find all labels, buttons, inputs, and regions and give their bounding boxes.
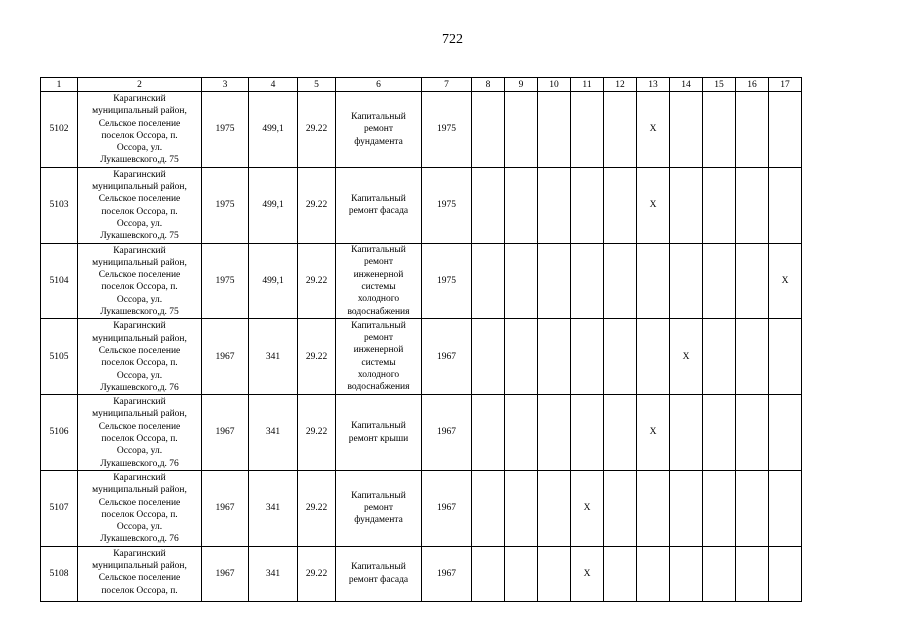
mark-cell: X <box>571 546 604 601</box>
mark-cell <box>703 243 736 319</box>
year-built-cell: 1975 <box>202 243 249 319</box>
table-row <box>41 546 802 601</box>
row-id-cell: 5102 <box>41 92 78 168</box>
column-header: 13 <box>637 78 670 92</box>
table-row <box>41 319 802 395</box>
mark-cell <box>604 546 637 601</box>
mark-cell <box>703 395 736 471</box>
mark-cell: X <box>769 243 802 319</box>
mark-cell <box>703 546 736 601</box>
page-number: 722 <box>442 32 463 47</box>
mark-cell: X <box>637 395 670 471</box>
mark-cell <box>604 395 637 471</box>
table-row <box>41 395 802 471</box>
mark-cell <box>571 92 604 168</box>
mark-cell <box>538 92 571 168</box>
work-type-cell: Капитальный ремонт инженерной системы холодного водоснабжения <box>336 319 422 395</box>
column-header: 11 <box>571 78 604 92</box>
column-header: 7 <box>422 78 472 92</box>
year-built-cell: 1967 <box>202 395 249 471</box>
table-row <box>41 470 802 546</box>
area-cell: 499,1 <box>249 167 298 243</box>
column-header: 15 <box>703 78 736 92</box>
year-cell: 1975 <box>422 167 472 243</box>
year-cell: 1967 <box>422 470 472 546</box>
year-cell: 1975 <box>422 243 472 319</box>
column-header: 12 <box>604 78 637 92</box>
column-header: 10 <box>538 78 571 92</box>
work-type-cell: Капитальный ремонт фасада <box>336 167 422 243</box>
row-id-cell: 5104 <box>41 243 78 319</box>
mark-cell <box>604 167 637 243</box>
table-row <box>41 92 802 168</box>
mark-cell <box>670 470 703 546</box>
mark-cell <box>505 319 538 395</box>
address-cell: Карагинский муниципальный район, Сельское поселение поселок Оссора, п. Оссора, ул. Лукашевского,д. 76 <box>78 395 202 471</box>
year-cell: 1975 <box>422 92 472 168</box>
year-built-cell: 1975 <box>202 92 249 168</box>
mark-cell <box>736 92 769 168</box>
mark-cell <box>736 319 769 395</box>
mark-cell <box>604 92 637 168</box>
address-cell: Карагинский муниципальный район, Сельское поселение поселок Оссора, п. Оссора, ул. Лукашевского,д. 76 <box>78 319 202 395</box>
column-header: 3 <box>202 78 249 92</box>
mark-cell <box>736 546 769 601</box>
mark-cell <box>769 167 802 243</box>
mark-cell <box>505 92 538 168</box>
mark-cell <box>703 167 736 243</box>
mark-cell <box>604 470 637 546</box>
mark-cell <box>670 395 703 471</box>
mark-cell <box>472 319 505 395</box>
mark-cell <box>505 243 538 319</box>
mark-cell <box>505 395 538 471</box>
mark-cell <box>736 395 769 471</box>
rate-cell: 29.22 <box>298 243 336 319</box>
year-built-cell: 1967 <box>202 470 249 546</box>
mark-cell <box>637 546 670 601</box>
mark-cell <box>769 395 802 471</box>
mark-cell <box>670 92 703 168</box>
table-row <box>41 243 802 319</box>
mark-cell: X <box>637 92 670 168</box>
mark-cell <box>769 92 802 168</box>
rate-cell: 29.22 <box>298 167 336 243</box>
column-header: 1 <box>41 78 78 92</box>
mark-cell <box>472 167 505 243</box>
mark-cell <box>472 92 505 168</box>
table-body <box>41 78 802 602</box>
mark-cell <box>472 243 505 319</box>
row-id-cell: 5105 <box>41 319 78 395</box>
mark-cell <box>472 546 505 601</box>
mark-cell <box>637 470 670 546</box>
year-built-cell: 1967 <box>202 319 249 395</box>
address-cell: Карагинский муниципальный район, Сельское поселение поселок Оссора, п. Оссора, ул. Лукашевского,д. 75 <box>78 243 202 319</box>
address-cell: Карагинский муниципальный район, Сельское поселение поселок Оссора, п. Оссора, ул. Лукашевского,д. 75 <box>78 167 202 243</box>
mark-cell <box>505 167 538 243</box>
work-type-cell: Капитальный ремонт фасада <box>336 546 422 601</box>
header-row <box>41 78 802 92</box>
area-cell: 341 <box>249 546 298 601</box>
area-cell: 341 <box>249 470 298 546</box>
mark-cell <box>703 92 736 168</box>
area-cell: 341 <box>249 319 298 395</box>
column-header: 14 <box>670 78 703 92</box>
mark-cell <box>703 319 736 395</box>
rate-cell: 29.22 <box>298 92 336 168</box>
mark-cell <box>538 546 571 601</box>
rate-cell: 29.22 <box>298 319 336 395</box>
mark-cell <box>571 319 604 395</box>
mark-cell <box>538 167 571 243</box>
address-cell: Карагинский муниципальный район, Сельское поселение поселок Оссора, п. Оссора, ул. Лукашевского,д. 76 <box>78 470 202 546</box>
column-header: 6 <box>336 78 422 92</box>
column-header: 4 <box>249 78 298 92</box>
mark-cell <box>637 319 670 395</box>
year-built-cell: 1967 <box>202 546 249 601</box>
work-type-cell: Капитальный ремонт инженерной системы холодного водоснабжения <box>336 243 422 319</box>
column-header: 17 <box>769 78 802 92</box>
table-row <box>41 167 802 243</box>
mark-cell <box>472 470 505 546</box>
mark-cell: X <box>637 167 670 243</box>
year-cell: 1967 <box>422 546 472 601</box>
mark-cell <box>538 470 571 546</box>
mark-cell <box>736 243 769 319</box>
mark-cell <box>736 470 769 546</box>
mark-cell <box>538 319 571 395</box>
rate-cell: 29.22 <box>298 546 336 601</box>
work-type-cell: Капитальный ремонт фундамента <box>336 470 422 546</box>
mark-cell <box>769 546 802 601</box>
row-id-cell: 5107 <box>41 470 78 546</box>
area-cell: 341 <box>249 395 298 471</box>
area-cell: 499,1 <box>249 243 298 319</box>
column-header: 5 <box>298 78 336 92</box>
row-id-cell: 5103 <box>41 167 78 243</box>
year-built-cell: 1975 <box>202 167 249 243</box>
rate-cell: 29.22 <box>298 470 336 546</box>
mark-cell <box>604 243 637 319</box>
mark-cell <box>703 470 736 546</box>
work-type-cell: Капитальный ремонт крыши <box>336 395 422 471</box>
row-id-cell: 5108 <box>41 546 78 601</box>
year-cell: 1967 <box>422 395 472 471</box>
mark-cell <box>637 243 670 319</box>
address-cell: Карагинский муниципальный район, Сельское поселение поселок Оссора, п. Оссора, ул. Лукашевского,д. 75 <box>78 92 202 168</box>
mark-cell: X <box>670 319 703 395</box>
work-type-cell: Капитальный ремонт фундамента <box>336 92 422 168</box>
mark-cell <box>538 243 571 319</box>
address-cell: Карагинский муниципальный район, Сельское поселение поселок Оссора, п. <box>78 546 202 601</box>
mark-cell <box>604 319 637 395</box>
mark-cell <box>571 395 604 471</box>
mark-cell <box>670 243 703 319</box>
rate-cell: 29.22 <box>298 395 336 471</box>
capital-repair-table <box>40 77 802 602</box>
mark-cell: X <box>571 470 604 546</box>
mark-cell <box>670 167 703 243</box>
mark-cell <box>736 167 769 243</box>
mark-cell <box>571 167 604 243</box>
mark-cell <box>670 546 703 601</box>
mark-cell <box>505 546 538 601</box>
mark-cell <box>769 319 802 395</box>
column-header: 2 <box>78 78 202 92</box>
mark-cell <box>769 470 802 546</box>
mark-cell <box>472 395 505 471</box>
year-cell: 1967 <box>422 319 472 395</box>
column-header: 8 <box>472 78 505 92</box>
area-cell: 499,1 <box>249 92 298 168</box>
column-header: 16 <box>736 78 769 92</box>
column-header: 9 <box>505 78 538 92</box>
mark-cell <box>505 470 538 546</box>
row-id-cell: 5106 <box>41 395 78 471</box>
mark-cell <box>571 243 604 319</box>
mark-cell <box>538 395 571 471</box>
